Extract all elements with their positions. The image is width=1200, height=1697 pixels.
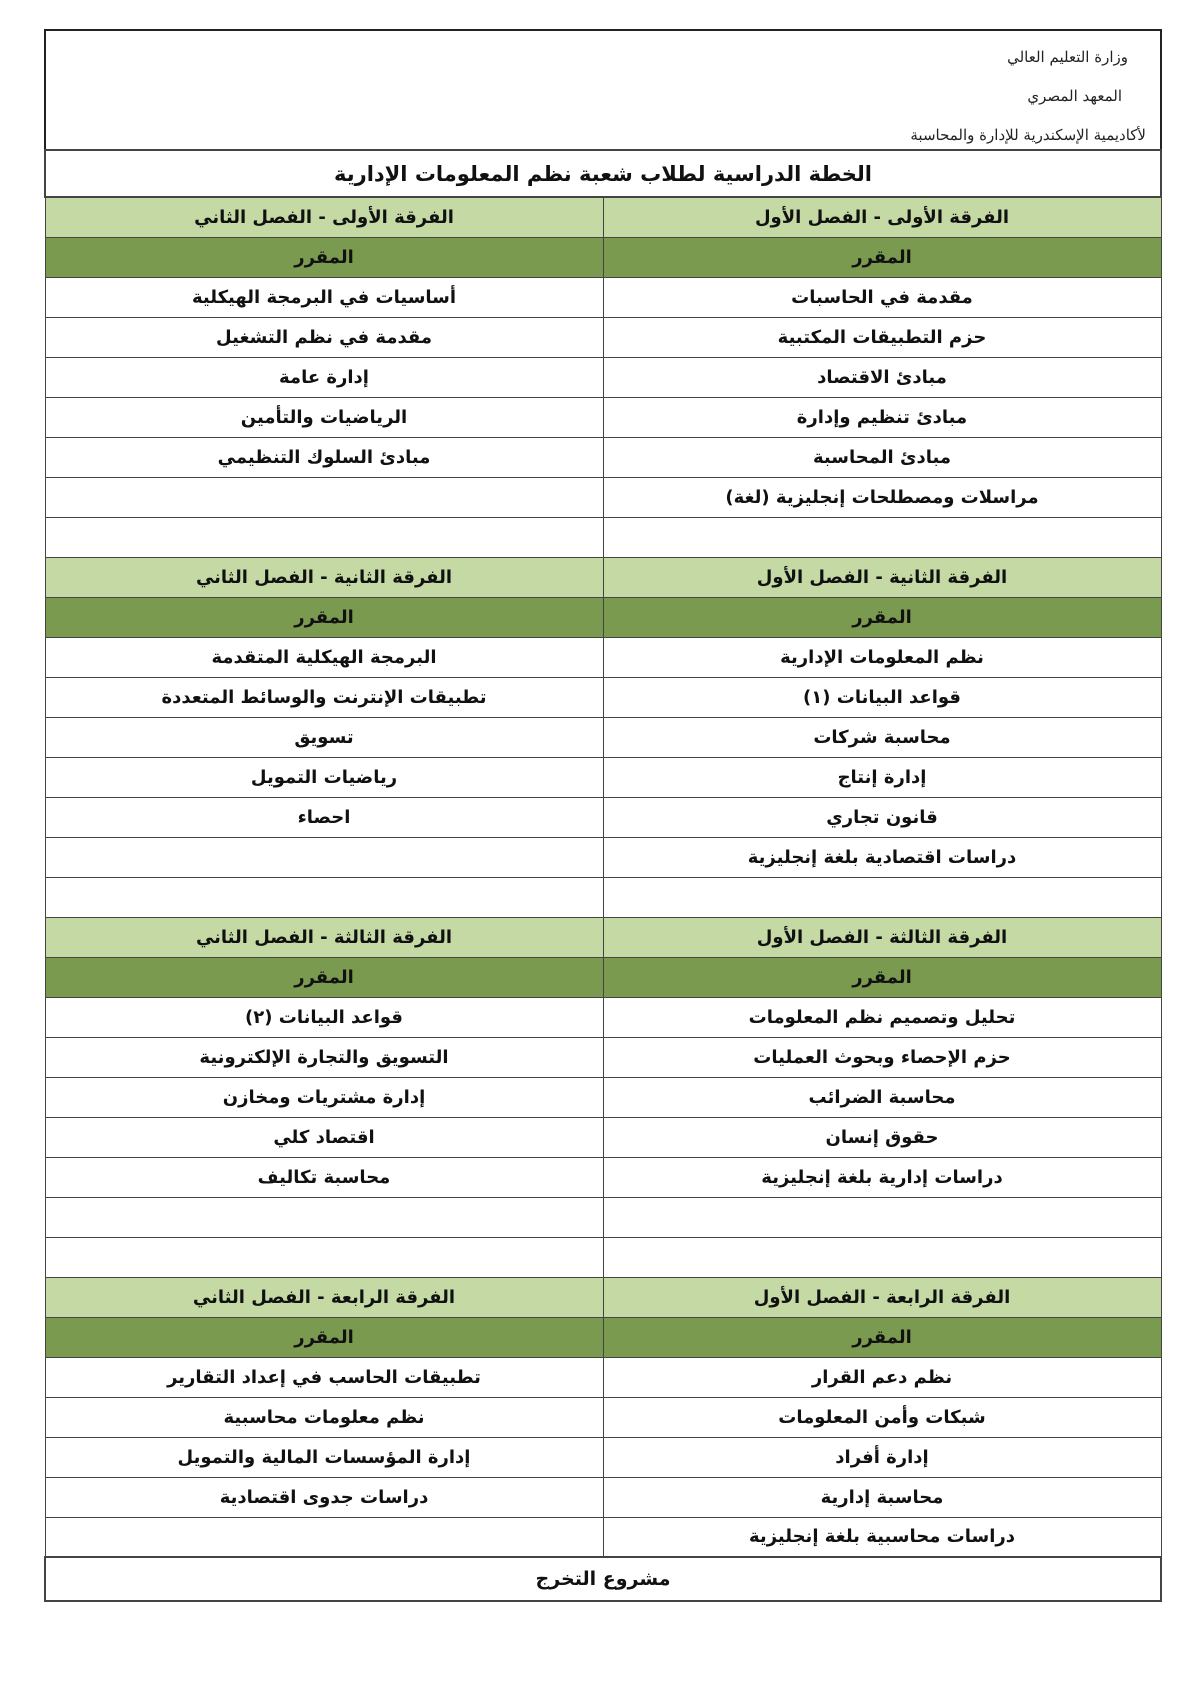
- course-cell: إدارة مشتريات ومخازن: [45, 1077, 603, 1117]
- column-header-row: [45, 957, 1161, 997]
- course-cell: [45, 477, 603, 517]
- institution-header: [44, 29, 1162, 149]
- semester-header: الفرقة الثانية - الفصل الأول: [603, 557, 1161, 597]
- course-cell: محاسبة إدارية: [603, 1477, 1161, 1517]
- course-cell: مقدمة في الحاسبات: [603, 277, 1161, 317]
- course-cell: رياضيات التمويل: [45, 757, 603, 797]
- document-page: [44, 29, 1162, 1602]
- course-cell: مبادئ تنظيم وإدارة: [603, 397, 1161, 437]
- course-cell: إدارة إنتاج: [603, 757, 1161, 797]
- table-row: [45, 717, 1161, 757]
- course-cell: تحليل وتصميم نظم المعلومات: [603, 997, 1161, 1037]
- course-cell: نظم دعم القرار: [603, 1357, 1161, 1397]
- table-row: [45, 1437, 1161, 1477]
- table-row: [45, 397, 1161, 437]
- course-column-header: المقرر: [45, 1317, 603, 1357]
- course-cell: دراسات جدوى اقتصادية: [45, 1477, 603, 1517]
- course-cell: تطبيقات الإنترنت والوسائط المتعددة: [45, 677, 603, 717]
- table-row: [45, 757, 1161, 797]
- spacer-row: [45, 877, 1161, 917]
- table-row: [45, 437, 1161, 477]
- course-cell: البرمجة الهيكلية المتقدمة: [45, 637, 603, 677]
- semester-header: الفرقة الأولى - الفصل الثاني: [45, 197, 603, 237]
- course-cell: احصاء: [45, 797, 603, 837]
- table-row: [45, 1357, 1161, 1397]
- course-cell: إدارة عامة: [45, 357, 603, 397]
- course-cell: [45, 837, 603, 877]
- course-cell: اقتصاد كلي: [45, 1117, 603, 1157]
- table-row: [45, 1397, 1161, 1437]
- course-cell: [45, 1517, 603, 1557]
- course-column-header: المقرر: [603, 597, 1161, 637]
- course-cell: [45, 1197, 603, 1237]
- column-header-row: [45, 237, 1161, 277]
- course-cell: تسويق: [45, 717, 603, 757]
- course-cell: شبكات وأمن المعلومات: [603, 1397, 1161, 1437]
- table-row: [45, 277, 1161, 317]
- course-cell: مراسلات ومصطلحات إنجليزية (لغة): [603, 477, 1161, 517]
- table-row: [45, 357, 1161, 397]
- course-cell: قواعد البيانات (١): [603, 677, 1161, 717]
- course-column-header: المقرر: [603, 237, 1161, 277]
- course-cell: نظم معلومات محاسبية: [45, 1397, 603, 1437]
- institute-name: المعهد المصري: [1027, 87, 1122, 105]
- column-header-row: [45, 1317, 1161, 1357]
- course-cell: حزم الإحصاء وبحوث العمليات: [603, 1037, 1161, 1077]
- empty-cell: [45, 517, 603, 557]
- title-row: [45, 150, 1161, 197]
- semester-header: الفرقة الثانية - الفصل الثاني: [45, 557, 603, 597]
- empty-cell: [603, 1237, 1161, 1277]
- course-column-header: المقرر: [45, 597, 603, 637]
- course-cell: مبادئ الاقتصاد: [603, 357, 1161, 397]
- plan-title: الخطة الدراسية لطلاب شعبة نظم المعلومات الإدارية: [45, 150, 1161, 197]
- course-cell: [603, 1197, 1161, 1237]
- table-row: [45, 677, 1161, 717]
- table-row: [45, 1077, 1161, 1117]
- empty-cell: [603, 877, 1161, 917]
- course-cell: حزم التطبيقات المكتبية: [603, 317, 1161, 357]
- course-cell: دراسات إدارية بلغة إنجليزية: [603, 1157, 1161, 1197]
- table-row: [45, 1197, 1161, 1237]
- ministry-name: وزارة التعليم العالي: [1007, 48, 1128, 66]
- table-row: [45, 1157, 1161, 1197]
- column-header-row: [45, 597, 1161, 637]
- semester-header: الفرقة الأولى - الفصل الأول: [603, 197, 1161, 237]
- course-cell: تطبيقات الحاسب في إعداد التقارير: [45, 1357, 603, 1397]
- semester-header-row: [45, 917, 1161, 957]
- table-row: [45, 997, 1161, 1037]
- course-cell: دراسات محاسبية بلغة إنجليزية: [603, 1517, 1161, 1557]
- table-row: [45, 1037, 1161, 1077]
- course-cell: محاسبة الضرائب: [603, 1077, 1161, 1117]
- academy-name: لأكاديمية الإسكندرية للإدارة والمحاسبة: [910, 126, 1146, 144]
- course-cell: إدارة أفراد: [603, 1437, 1161, 1477]
- table-row: [45, 1117, 1161, 1157]
- table-row: [45, 637, 1161, 677]
- course-cell: قانون تجاري: [603, 797, 1161, 837]
- semester-header: الفرقة الثالثة - الفصل الأول: [603, 917, 1161, 957]
- course-cell: مبادئ السلوك التنظيمي: [45, 437, 603, 477]
- semester-header-row: [45, 1277, 1161, 1317]
- course-column-header: المقرر: [603, 957, 1161, 997]
- course-cell: قواعد البيانات (٢): [45, 997, 603, 1037]
- course-cell: محاسبة شركات: [603, 717, 1161, 757]
- empty-cell: [603, 517, 1161, 557]
- course-cell: الرياضيات والتأمين: [45, 397, 603, 437]
- semester-header: الفرقة الرابعة - الفصل الثاني: [45, 1277, 603, 1317]
- course-cell: دراسات اقتصادية بلغة إنجليزية: [603, 837, 1161, 877]
- table-row: [45, 1517, 1161, 1557]
- course-column-header: المقرر: [603, 1317, 1161, 1357]
- graduation-project: مشروع التخرج: [45, 1557, 1161, 1601]
- study-plan-table: [44, 149, 1162, 1602]
- graduation-project-row: [45, 1557, 1161, 1601]
- spacer-row: [45, 517, 1161, 557]
- course-cell: مبادئ المحاسبة: [603, 437, 1161, 477]
- semester-header: الفرقة الرابعة - الفصل الأول: [603, 1277, 1161, 1317]
- semester-header: الفرقة الثالثة - الفصل الثاني: [45, 917, 603, 957]
- course-cell: مقدمة في نظم التشغيل: [45, 317, 603, 357]
- table-row: [45, 797, 1161, 837]
- semester-header-row: [45, 557, 1161, 597]
- table-row: [45, 477, 1161, 517]
- table-row: [45, 837, 1161, 877]
- empty-cell: [45, 877, 603, 917]
- course-column-header: المقرر: [45, 957, 603, 997]
- course-cell: إدارة المؤسسات المالية والتمويل: [45, 1437, 603, 1477]
- table-row: [45, 1477, 1161, 1517]
- table-row: [45, 317, 1161, 357]
- course-cell: حقوق إنسان: [603, 1117, 1161, 1157]
- course-column-header: المقرر: [45, 237, 603, 277]
- spacer-row: [45, 1237, 1161, 1277]
- empty-cell: [45, 1237, 603, 1277]
- course-cell: محاسبة تكاليف: [45, 1157, 603, 1197]
- course-cell: أساسيات في البرمجة الهيكلية: [45, 277, 603, 317]
- course-cell: نظم المعلومات الإدارية: [603, 637, 1161, 677]
- semester-header-row: [45, 197, 1161, 237]
- course-cell: التسويق والتجارة الإلكترونية: [45, 1037, 603, 1077]
